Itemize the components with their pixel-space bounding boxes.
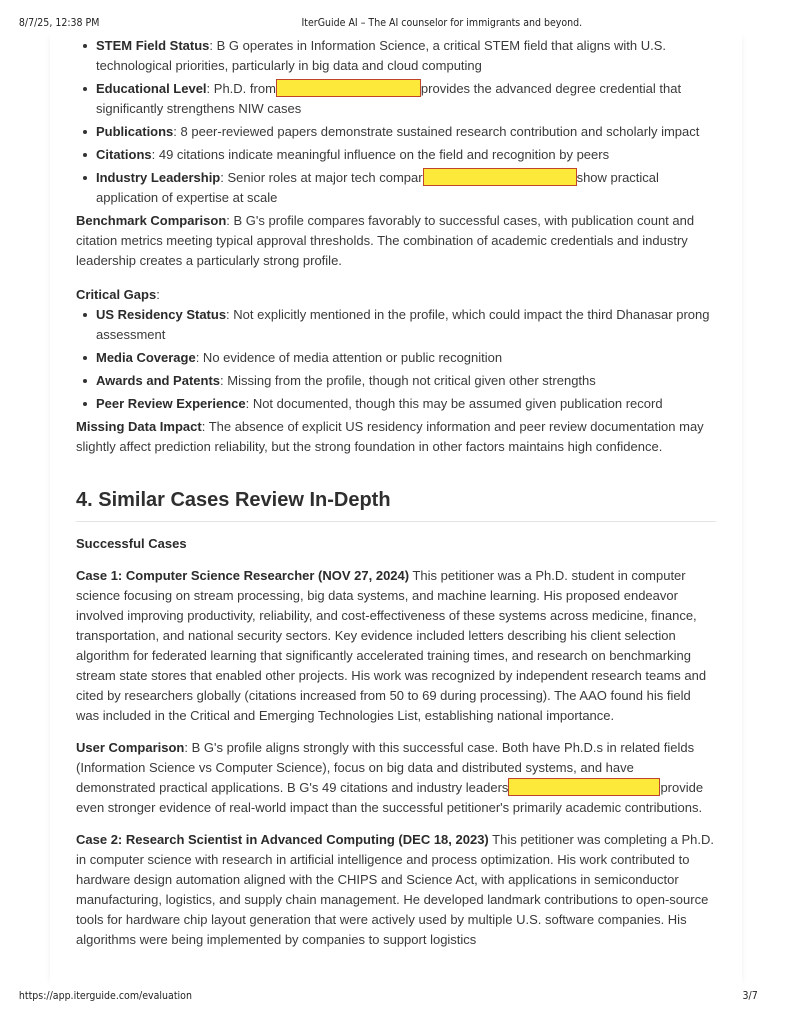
item-label: Media Coverage bbox=[96, 350, 196, 365]
missing-data-text: : The absence of explicit US residency information and peer review documentation may slightly affect prediction reliability, but the strong foundation in other factors maintains high confidence. bbox=[76, 419, 704, 454]
successful-cases-heading: Successful Cases bbox=[76, 536, 187, 551]
item-label: Citations bbox=[96, 147, 152, 162]
item-text: : No evidence of media attention or public recognition bbox=[195, 350, 503, 365]
list-item bbox=[76, 168, 716, 208]
user-comparison-text-end: provide even stronger evidence of real-world impact than the successful petitioner's primarily academic contributions. bbox=[76, 780, 704, 815]
benchmark-label: Benchmark Comparison bbox=[76, 213, 227, 228]
item-text: : Missing from the profile, though not critical given other strengths bbox=[220, 373, 596, 388]
list-item bbox=[76, 145, 716, 165]
list-item bbox=[76, 371, 716, 391]
list-item bbox=[76, 348, 716, 368]
redaction-box bbox=[508, 778, 660, 796]
section-heading: 4. Similar Cases Review In-Depth bbox=[76, 487, 716, 522]
user-comparison-text: : B G's profile aligns strongly with this successful case. Both have Ph.D.s in related fields (Information Science vs Computer Science), focus on big data and distributed systems, and have demonstrated practical applications. B G's 49 citations and industry leaders bbox=[76, 740, 695, 795]
critical-gaps-label: Critical Gaps bbox=[76, 287, 157, 302]
item-label: Peer Review Experience bbox=[96, 396, 246, 411]
item-text: provides the advanced degree credential that significantly strengthens NIW cases bbox=[96, 81, 682, 116]
print-url: https://app.iterguide.com/evaluation bbox=[18, 990, 192, 1002]
item-text: : 8 peer-reviewed papers demonstrate sustained research contribution and scholarly impact bbox=[173, 124, 700, 139]
benchmark-paragraph bbox=[76, 211, 716, 271]
case-1-paragraph bbox=[76, 566, 716, 726]
redaction-box bbox=[423, 168, 577, 186]
item-label: Industry Leadership bbox=[96, 170, 221, 185]
print-footer bbox=[0, 990, 758, 1004]
user-comparison-paragraph bbox=[76, 738, 716, 818]
case-2-label: Case 2: Research Scientist in Advanced Computing (DEC 18, 2023) bbox=[76, 832, 489, 847]
critical-gaps-colon: : bbox=[156, 287, 160, 302]
item-label: Awards and Patents bbox=[96, 373, 221, 388]
print-datetime: 8/7/25, 12:38 PM bbox=[18, 17, 100, 29]
list-item bbox=[76, 122, 716, 142]
missing-data-paragraph bbox=[76, 417, 716, 457]
item-text: : Not documented, though this may be assumed given publication record bbox=[245, 396, 663, 411]
item-label: STEM Field Status bbox=[96, 38, 210, 53]
print-header bbox=[0, 17, 712, 31]
report-content bbox=[76, 36, 716, 950]
item-label: US Residency Status bbox=[96, 307, 227, 322]
missing-data-label: Missing Data Impact bbox=[76, 419, 202, 434]
item-text: : Ph.D. from bbox=[206, 81, 276, 96]
case-1-label: Case 1: Computer Science Researcher (NOV 27, 2024) bbox=[76, 568, 410, 583]
item-text: : 49 citations indicate meaningful influence on the field and recognition by peers bbox=[151, 147, 610, 162]
list-item bbox=[76, 79, 716, 119]
page-number: 3/7 bbox=[742, 990, 758, 1002]
item-text: : Not explicitly mentioned in the profile, which could impact the third Dhanasar prong assessment bbox=[96, 307, 710, 342]
critical-gaps-heading bbox=[76, 285, 716, 305]
list-item bbox=[76, 394, 716, 414]
item-label: Educational Level bbox=[96, 81, 207, 96]
list-item bbox=[76, 305, 716, 345]
item-text: : B G operates in Information Science, a critical STEM field that aligns with U.S. technological priorities, particularly in big data and cloud computing bbox=[96, 38, 667, 73]
case-2-paragraph bbox=[76, 830, 716, 950]
case-2-text: This petitioner was completing a Ph.D. in computer science with research in artificial intelligence and process optimization. His work contributed to hardware design automation aligned with the CHIPS and Science Act, with applications in semiconductor manufacturing, logistics, and supply chain management. He developed landmark contributions to open-source tools for hardware chip layout generation that were actively used by multiple U.S. software companies. His algorithms were being implemented by companies to support logistics bbox=[76, 832, 714, 947]
user-comparison-label: User Comparison bbox=[76, 740, 185, 755]
critical-gaps-list bbox=[76, 305, 716, 414]
print-page-title: IterGuide AI – The AI counselor for immigrants and beyond. bbox=[301, 17, 583, 29]
benchmark-text: : B G's profile compares favorably to successful cases, with publication count and citation metrics meeting typical approval thresholds. The combination of academic credentials and industry leadership creates a particularly strong profile. bbox=[76, 213, 695, 268]
item-label: Publications bbox=[96, 124, 174, 139]
item-text: show practical application of expertise at scale bbox=[96, 170, 659, 205]
strengths-list bbox=[76, 36, 716, 208]
item-text: : Senior roles at major tech compar bbox=[220, 170, 423, 185]
redaction-box bbox=[276, 79, 421, 97]
list-item bbox=[76, 36, 716, 76]
case-1-text: This petitioner was a Ph.D. student in computer science focusing on stream processing, big data systems, and machine learning. His proposed endeavor involved improving productivity, reliability, and cost-effectiveness of these systems across medicine, finance, transportation, and national security sectors. Key evidence included letters describing his client selection algorithm for federated learning that significantly accelerated training times, and research on benchmarking stream state stores that enabled other projects. His work was recognized by independent research teams and cited by researchers globally (citations increased from 50 to 69 during processing). The AAO found his field was included in the Critical and Emerging Technologies List, establishing national importance. bbox=[76, 568, 707, 723]
